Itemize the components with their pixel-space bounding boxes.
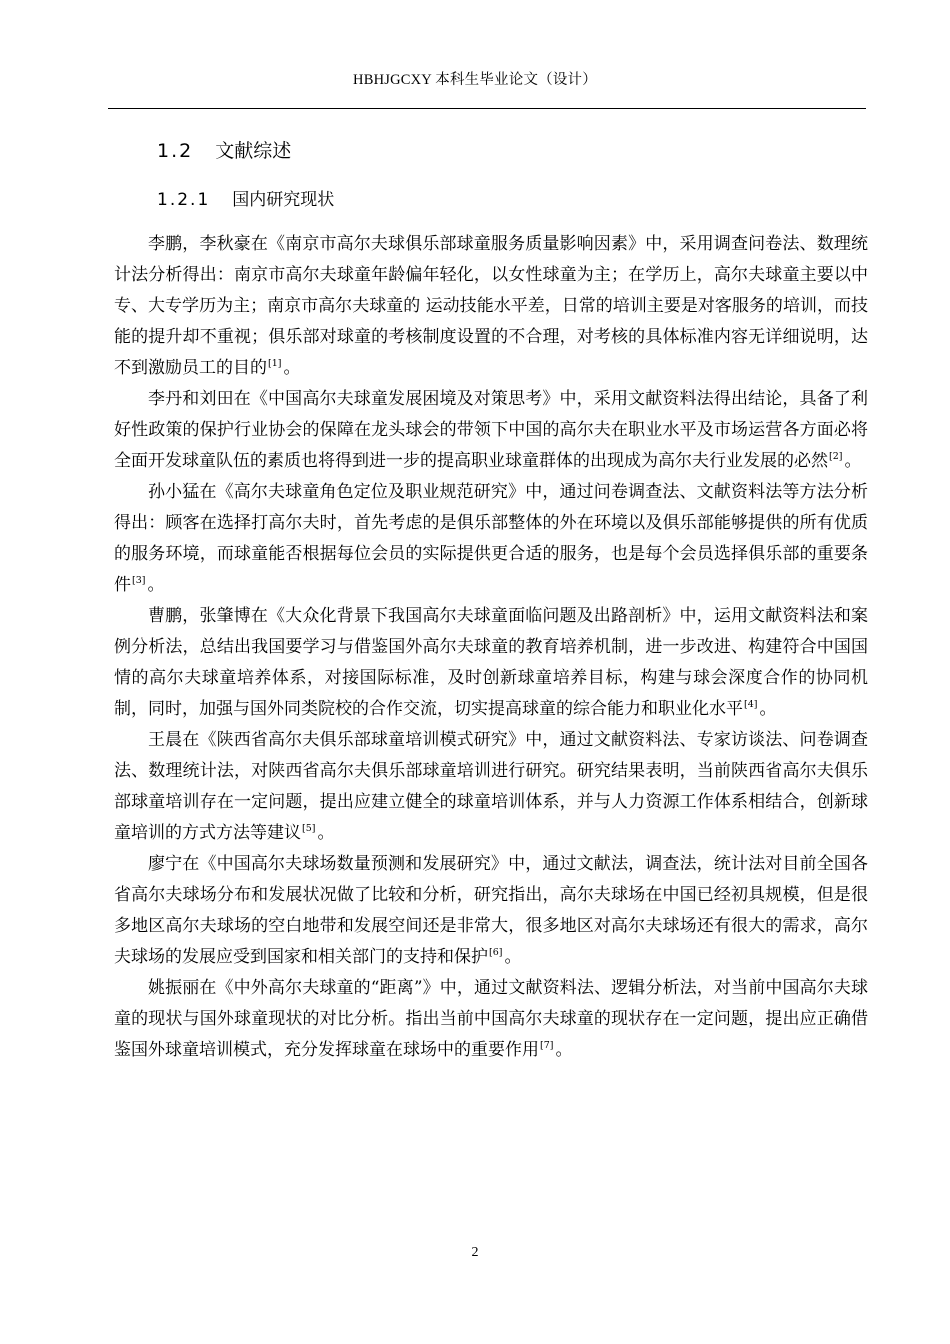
paragraph-text: 曹鹏，张肇博在《大众化背景下我国高尔夫球童面临问题及出路剖析》中，运用文献资料法和案例分析法，总结出我国要学习与借鉴国外高尔夫球童的教育培养机制，进一步改进、构建符合中国国情的高尔夫球童培养体系，对接国际标准，及时创新球童培养目标，构建与球会深度合作的协同机制，同时，加强与国外同类院校的合作交流，切实提高球童的综合能力和职业化水平 [114,606,868,719]
paragraph [114,973,868,1066]
section-title: 文献综述 [215,140,292,162]
paragraph-end: 。 [317,823,335,843]
citation-ref: [4] [744,699,758,710]
paragraph-text: 李丹和刘田在《中国高尔夫球童发展困境及对策思考》中，采用文献资料法得出结论，具备了利好性政策的保护行业协会的保障在龙头球会的带领下中国的高尔夫在职业水平及市场运营各方面必将全面开发球童队伍的素质也将得到进一步的提高职业球童群体的出现成为高尔夫行业发展的必然 [114,389,868,471]
subsection-heading [157,188,334,212]
paragraph [114,601,868,725]
citation-ref: [5] [302,823,316,834]
section-number: 1.2 [157,140,194,162]
paragraph-end: 。 [759,699,777,719]
citation-ref: [7] [540,1040,554,1051]
citation-ref: [2] [829,451,843,462]
paragraph-text: 孙小猛在《高尔夫球童角色定位及职业规范研究》中，通过问卷调查法、文献资料法等方法分析得出：顾客在选择打高尔夫时，首先考虑的是俱乐部整体的外在环境以及俱乐部能够提供的所有优质的服务环境，而球童能否根据每位会员的实际提供更合适的服务，也是每个会员选择俱乐部的重要条件 [114,482,868,595]
subsection-number: 1.2.1 [157,190,211,210]
citation-ref: [3] [132,575,146,586]
paragraph-end: 。 [844,451,862,471]
section-heading [157,138,291,164]
paragraph-text: 廖宁在《中国高尔夫球场数量预测和发展研究》中，通过文献法，调查法，统计法对目前全国各省高尔夫球场分布和发展状况做了比较和分析，研究指出，高尔夫球场在中国已经初具规模，但是很多地区高尔夫球场的空白地带和发展空间还是非常大，很多地区对高尔夫球场还有很大的需求，高尔夫球场的发展应受到国家和相关部门的支持和保护 [114,854,868,967]
paragraph [114,725,868,849]
paragraph-end: 。 [283,358,301,378]
paragraph-text: 姚振丽在《中外高尔夫球童的“距离”》中，通过文献资料法、逻辑分析法，对当前中国高尔夫球童的现状与国外球童现状的对比分析。指出当前中国高尔夫球童的现状存在一定问题，提出应正确借鉴国外球童培训模式，充分发挥球童在球场中的重要作用 [114,978,868,1060]
page-number: 2 [471,1245,479,1260]
paragraph-end: 。 [147,575,165,595]
paragraph [114,849,868,973]
page-header: HBHJGCXY 本科生毕业论文（设计） [353,72,597,88]
paragraph-end: 。 [555,1040,573,1060]
body-text [114,229,868,1066]
citation-ref: [6] [489,947,503,958]
paragraph-text: 王晨在《陕西省高尔夫俱乐部球童培训模式研究》中，通过文献资料法、专家访谈法、问卷调查法、数理统计法，对陕西省高尔夫俱乐部球童培训进行研究。研究结果表明，当前陕西省高尔夫俱乐部球童培训存在一定问题，提出应建立健全的球童培训体系，并与人力资源工作体系相结合，创新球童培训的方式方法等建议 [114,730,868,843]
citation-ref: [1] [268,358,282,369]
header-rule [108,108,866,109]
subsection-title: 国内研究现状 [232,190,335,210]
paragraph [114,477,868,601]
paragraph [114,229,868,384]
paragraph-text: 李鹏，李秋豪在《南京市高尔夫球俱乐部球童服务质量影响因素》中，采用调查问卷法、数理统计法分析得出：南京市高尔夫球童年龄偏年轻化，以女性球童为主；在学历上，高尔夫球童主要以中专、大专学历为主；南京市高尔夫球童的 运动技能水平差，日常的培训主要是对客服务的培训，而技能的提升却不重视；俱乐部对球童的考核制度设置的不合理，对考核的具体标准内容无详细说明，达不到激励员工的目的 [114,234,868,378]
paragraph [114,384,868,477]
paragraph-end: 。 [504,947,522,967]
